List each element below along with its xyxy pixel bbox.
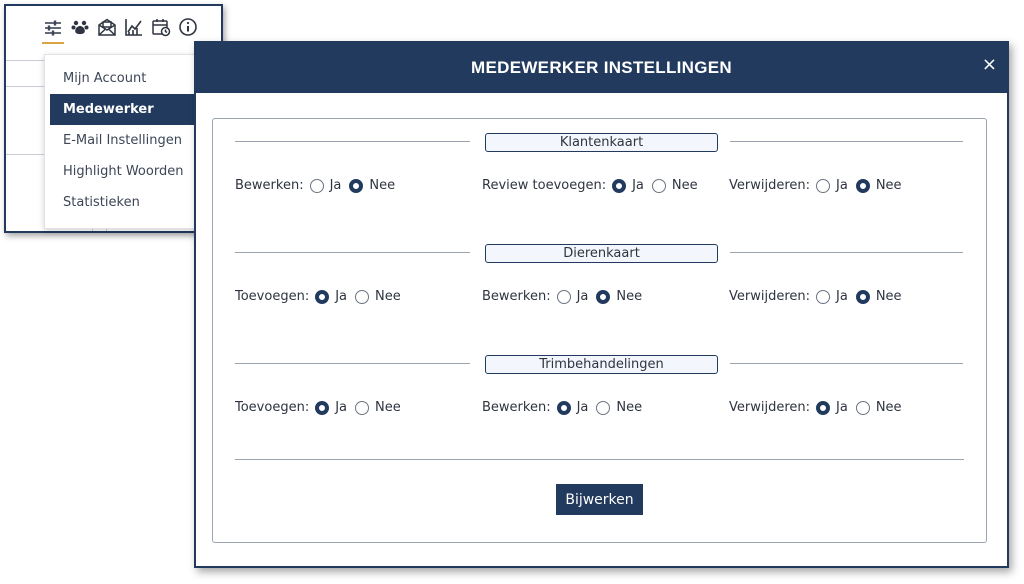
section-fields-row bbox=[235, 289, 975, 309]
radio-button[interactable] bbox=[856, 179, 870, 193]
paw-icon[interactable] bbox=[69, 16, 91, 38]
section-divider bbox=[730, 363, 963, 364]
radio-button[interactable] bbox=[310, 179, 324, 193]
modal-header bbox=[196, 43, 1007, 93]
radio-option-nee[interactable] bbox=[349, 178, 395, 193]
radio-option-nee[interactable] bbox=[856, 289, 902, 304]
radio-label: Ja bbox=[836, 400, 848, 415]
radio-option-ja[interactable] bbox=[310, 178, 342, 193]
radio-option-nee[interactable] bbox=[652, 178, 698, 193]
radio-label: Nee bbox=[875, 400, 902, 415]
radio-option-ja[interactable] bbox=[315, 400, 347, 415]
radio-option-nee[interactable] bbox=[596, 289, 642, 304]
toolbar bbox=[42, 16, 199, 44]
radio-label: Nee bbox=[369, 178, 396, 193]
calendar-icon[interactable] bbox=[150, 16, 172, 38]
field-label: Toevoegen: bbox=[235, 289, 310, 304]
radio-label: Nee bbox=[616, 289, 643, 304]
footer-divider bbox=[235, 459, 964, 460]
field-label: Verwijderen: bbox=[729, 400, 811, 415]
section-title: Klantenkaart bbox=[485, 133, 718, 152]
permission-field bbox=[235, 400, 409, 415]
field-label: Toevoegen: bbox=[235, 400, 310, 415]
radio-button[interactable] bbox=[349, 179, 363, 193]
radio-button[interactable] bbox=[355, 290, 369, 304]
section-divider bbox=[235, 141, 470, 142]
section-dierenkaart bbox=[213, 230, 986, 341]
menu-item-statistieken[interactable]: Statistieken bbox=[63, 195, 140, 210]
section-title: Dierenkaart bbox=[485, 244, 718, 263]
section-divider bbox=[730, 252, 963, 253]
field-label: Bewerken: bbox=[482, 289, 551, 304]
radio-button[interactable] bbox=[612, 179, 626, 193]
section-title: Trimbehandelingen bbox=[485, 355, 718, 374]
section-divider bbox=[730, 141, 963, 142]
radio-option-nee[interactable] bbox=[355, 400, 401, 415]
radio-option-ja[interactable] bbox=[816, 289, 848, 304]
radio-button[interactable] bbox=[856, 401, 870, 415]
radio-button[interactable] bbox=[596, 401, 610, 415]
field-label: Bewerken: bbox=[235, 178, 304, 193]
radio-option-nee[interactable] bbox=[596, 400, 642, 415]
menu-item-highlight-woorden[interactable]: Highlight Woorden bbox=[63, 164, 184, 179]
permission-field bbox=[482, 400, 650, 415]
permission-field bbox=[729, 178, 910, 193]
menu-item-email-instellingen[interactable]: E-Mail Instellingen bbox=[63, 133, 182, 148]
permission-field bbox=[235, 178, 403, 193]
info-icon[interactable] bbox=[177, 16, 199, 38]
field-label: Verwijderen: bbox=[729, 178, 811, 193]
radio-option-ja[interactable] bbox=[816, 400, 848, 415]
section-divider bbox=[235, 363, 470, 364]
radio-label: Ja bbox=[576, 400, 589, 415]
radio-button[interactable] bbox=[652, 179, 666, 193]
radio-option-ja[interactable] bbox=[816, 178, 848, 193]
permission-field bbox=[482, 178, 706, 193]
section-trimbehandelingen bbox=[213, 341, 986, 452]
radio-option-nee[interactable] bbox=[856, 178, 902, 193]
field-label: Bewerken: bbox=[482, 400, 551, 415]
radio-button[interactable] bbox=[315, 401, 329, 415]
radio-option-nee[interactable] bbox=[355, 289, 401, 304]
close-icon[interactable]: × bbox=[981, 54, 997, 75]
radio-option-ja[interactable] bbox=[612, 178, 644, 193]
chart-icon[interactable] bbox=[123, 16, 145, 38]
settings-menu-panel bbox=[4, 4, 223, 233]
radio-button[interactable] bbox=[596, 290, 610, 304]
menu-item-mijn-account[interactable]: Mijn Account bbox=[63, 71, 147, 86]
radio-label: Nee bbox=[616, 400, 643, 415]
mail-icon[interactable] bbox=[96, 16, 118, 38]
radio-button[interactable] bbox=[816, 290, 830, 304]
permission-field bbox=[729, 400, 910, 415]
radio-button[interactable] bbox=[315, 290, 329, 304]
radio-option-ja[interactable] bbox=[315, 289, 347, 304]
radio-button[interactable] bbox=[557, 290, 571, 304]
sliders-icon[interactable] bbox=[42, 16, 64, 44]
radio-label: Ja bbox=[335, 400, 348, 415]
radio-label: Nee bbox=[875, 178, 902, 193]
radio-label: Ja bbox=[836, 178, 848, 193]
radio-button[interactable] bbox=[816, 179, 830, 193]
radio-label: Ja bbox=[329, 178, 342, 193]
section-fields-row bbox=[235, 400, 975, 420]
menu-item-medewerker[interactable]: Medewerker bbox=[50, 94, 201, 125]
section-fields-row bbox=[235, 178, 975, 198]
modal-title: MEDEWERKER INSTELLINGEN bbox=[471, 58, 732, 77]
field-label: Verwijderen: bbox=[729, 289, 811, 304]
radio-label: Ja bbox=[632, 178, 644, 193]
radio-button[interactable] bbox=[816, 401, 830, 415]
radio-button[interactable] bbox=[355, 401, 369, 415]
radio-option-nee[interactable] bbox=[856, 400, 902, 415]
radio-label: Nee bbox=[671, 178, 698, 193]
radio-label: Nee bbox=[375, 400, 401, 415]
radio-option-ja[interactable] bbox=[557, 400, 589, 415]
permission-field bbox=[482, 289, 650, 304]
modal-body bbox=[212, 118, 987, 543]
settings-dropdown bbox=[44, 54, 207, 229]
section-klantenkaart bbox=[213, 119, 986, 230]
radio-label: Nee bbox=[875, 289, 902, 304]
field-label: Review toevoegen: bbox=[482, 178, 607, 193]
radio-button[interactable] bbox=[856, 290, 870, 304]
radio-label: Ja bbox=[576, 289, 589, 304]
radio-label: Nee bbox=[375, 289, 401, 304]
radio-option-ja[interactable] bbox=[557, 289, 589, 304]
permission-field bbox=[729, 289, 910, 304]
section-divider bbox=[235, 252, 470, 253]
radio-button[interactable] bbox=[557, 401, 571, 415]
update-button[interactable]: Bijwerken bbox=[556, 484, 643, 515]
permission-field bbox=[235, 289, 409, 304]
radio-label: Ja bbox=[836, 289, 848, 304]
employee-settings-modal bbox=[194, 41, 1009, 568]
radio-label: Ja bbox=[335, 289, 348, 304]
